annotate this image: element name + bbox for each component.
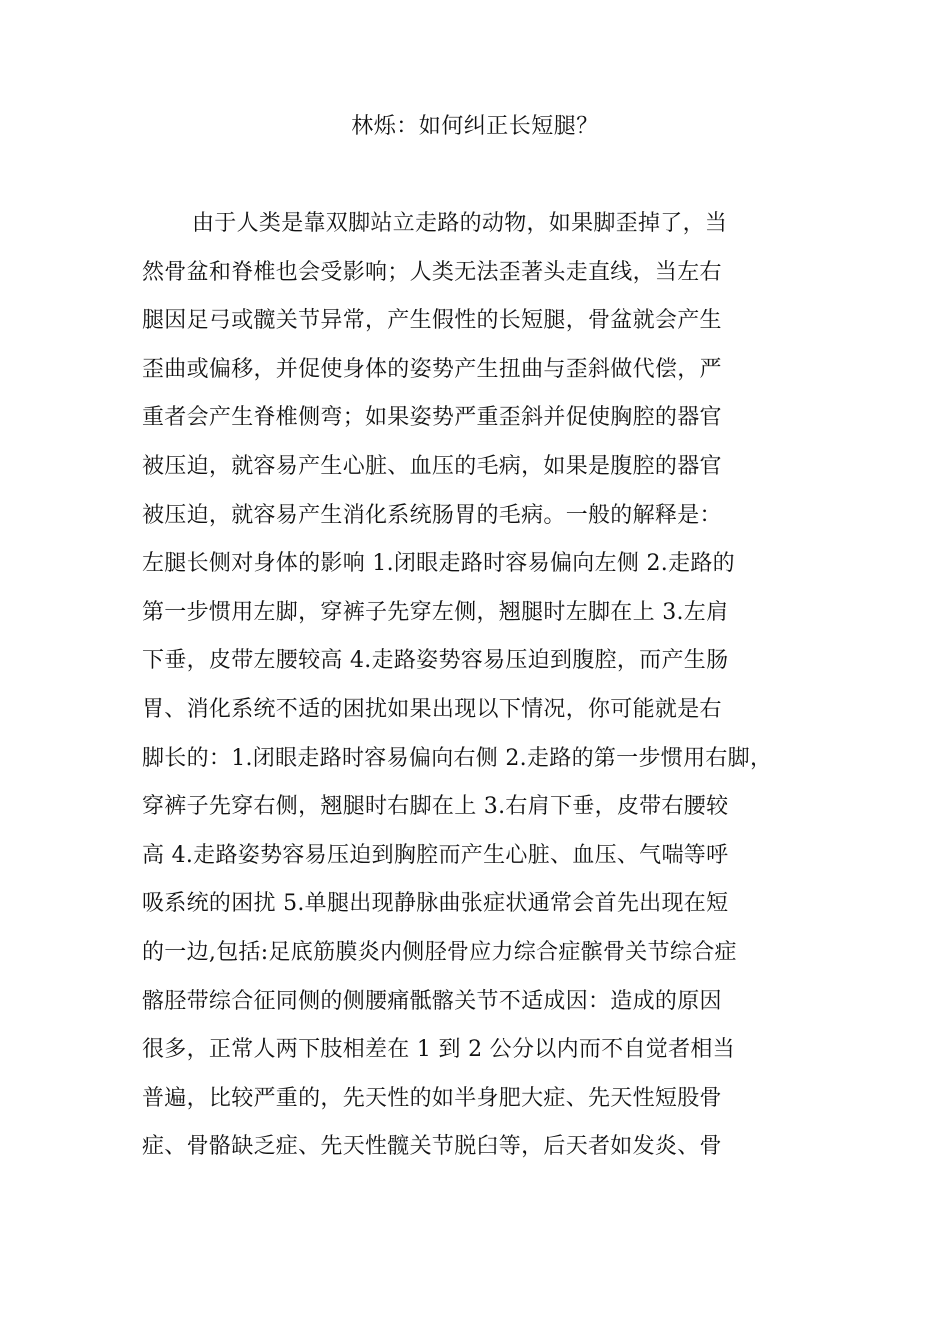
body-line: 由于人类是靠双脚站立走路的动物，如果脚歪掉了，当	[192, 211, 728, 236]
body-line: 然骨盆和脊椎也会受影响；人类无法歪著头走直线，当左右	[142, 259, 722, 285]
body-line: 普遍，比较严重的，先天性的如半身肥大症、先天性短股骨	[142, 1085, 722, 1111]
body-line: 髂胫带综合征同侧的侧腰痛骶髂关节不适成因：造成的原因	[142, 988, 722, 1014]
body-line: 穿裤子先穿右侧，翘腿时右脚在上 3.右肩下垂，皮带右腰较	[142, 794, 729, 820]
body-line: 很多，正常人两下肢相差在 1 到 2 公分以内而不自觉者相当	[142, 1037, 735, 1063]
body-line: 脚长的：1.闭眼走路时容易偏向右侧 2.走路的第一步惯用右脚，	[142, 745, 773, 771]
body-line: 腿因足弓或髋关节异常，产生假性的长短腿，骨盆就会产生	[142, 308, 722, 334]
body-line: 第一步惯用左脚，穿裤子先穿左侧，翘腿时左脚在上 3.左肩	[142, 599, 729, 625]
body-line: 被压迫，就容易产生心脏、血压的毛病，如果是腹腔的器官	[142, 453, 722, 479]
body-line: 的一边,包括:足底筋膜炎内侧胫骨应力综合症髌骨关节综合症	[142, 939, 737, 965]
body-line: 症、骨骼缺乏症、先天性髋关节脱臼等，后天者如发炎、骨	[142, 1134, 722, 1160]
document-body	[142, 207, 842, 1179]
body-line: 左腿长侧对身体的影响 1.闭眼走路时容易偏向左侧 2.走路的	[142, 551, 735, 577]
body-line: 高 4.走路姿势容易压迫到胸腔而产生心脏、血压、气喘等呼	[142, 842, 729, 868]
body-line: 下垂，皮带左腰较高 4.走路姿势容易压迫到腹腔，而产生肠	[142, 648, 729, 674]
body-line: 重者会产生脊椎侧弯；如果姿势严重歪斜并促使胸腔的器官	[142, 405, 722, 431]
body-line: 吸系统的困扰 5.单腿出现静脉曲张症状通常会首先出现在短	[142, 891, 729, 917]
body-line: 胃、消化系统不适的困扰如果出现以下情况，你可能就是右	[142, 696, 722, 722]
body-line: 歪曲或偏移，并促使身体的姿势产生扭曲与歪斜做代偿，严	[142, 356, 722, 382]
document-title: 林烁：如何纠正长短腿？	[351, 114, 599, 139]
body-line: 被压迫，就容易产生消化系统肠胃的毛病。一般的解释是：	[142, 502, 722, 528]
